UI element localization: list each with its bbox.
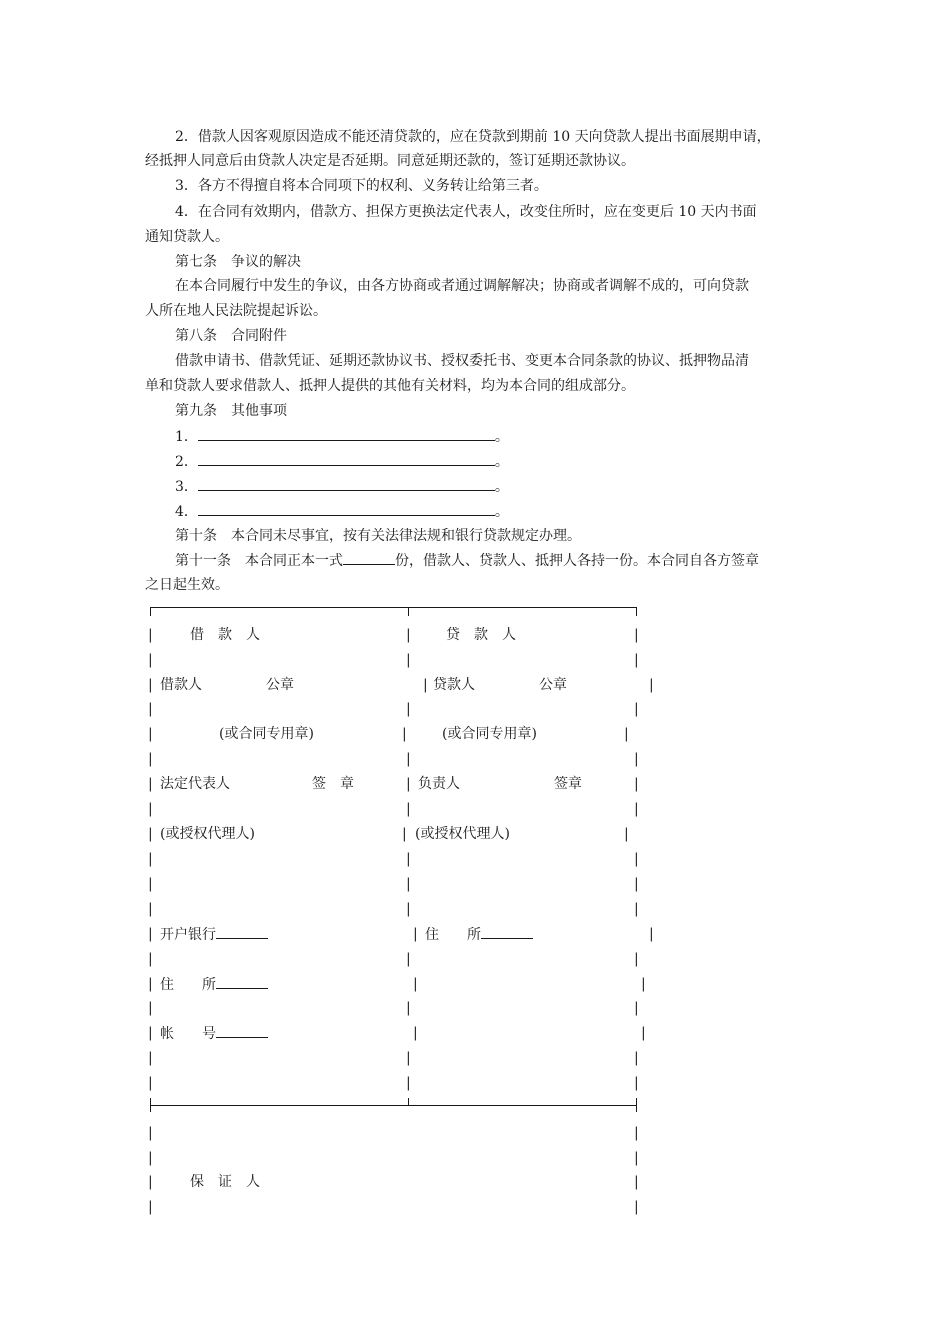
frame-bar: | [406,901,411,917]
frame-bar: | [148,926,153,942]
frame-bar: | [148,627,153,643]
other-item-3: 3． 。 [175,479,509,495]
frame-bar: | [148,1150,153,1166]
frame-bar: | [406,652,411,668]
copies-blank[interactable] [343,551,395,565]
frame-bar: | [634,801,639,817]
frame-bar: | [634,1174,639,1190]
frame-bar: | [649,677,654,693]
frame-bar: | [634,1000,639,1016]
borrower-rep-label: 法定代表人 [160,776,230,792]
frame-bar: | [413,1025,418,1041]
frame-bar: | [406,1050,411,1066]
frame-bar: | [148,677,153,693]
frame-bar: | [406,776,411,792]
para-2-line-1: 2．借款人因客观原因造成不能还清贷款的，应在贷款到期前 10 天向贷款人提出书面展期申请， [175,129,771,145]
fill-blank[interactable] [198,477,495,491]
frame-bar: | [624,726,629,742]
frame-bar: | [148,876,153,892]
frame-bar: | [423,677,428,693]
para-3: 3．各方不得擅自将本合同项下的权利、义务转让给第三者。 [175,178,548,194]
lender-seal-alt: (或合同专用章) [442,726,537,742]
lender-label: 贷款人 [433,677,475,693]
frame-bar: | [148,1000,153,1016]
frame-bar: | [634,652,639,668]
para-4-line-1: 4．在合同有效期内，借款方、担保方更换法定代表人，改变住所时，应在变更后 10 天内书面 [175,204,757,220]
frame-bar: | [413,976,418,992]
article-11-line-1: 第十一条 本合同正本一式 份，借款人、贷款人、抵押人各持一份。本合同自各方签章 [175,553,759,569]
frame-bar: | [402,726,407,742]
para-2-line-2: 经抵押人同意后由贷款人决定是否延期。同意延期还款的，签订延期还款协议。 [145,153,635,169]
borrower-rep-alt: (或授权代理人) [160,826,255,842]
frame-corner [408,607,409,616]
lender-address-field: 住 所 [425,925,533,944]
borrower-address-field: 住 所 [160,975,268,994]
frame-bar: | [406,801,411,817]
frame-corner [636,607,637,616]
borrower-bank-field: 开户银行 [160,925,268,944]
borrower-account-field: 帐 号 [160,1024,268,1043]
frame-bar: | [148,901,153,917]
article-8-line-1: 借款申请书、借款凭证、延期还款协议书、授权委托书、变更本合同条款的协议、抵押物品清 [175,353,749,369]
frame-bar: | [148,652,153,668]
frame-bar: | [402,826,407,842]
lender-rep-alt: (或授权代理人) [415,826,510,842]
frame-bar: | [148,1025,153,1041]
article-7-line-1: 在本合同履行中发生的争议，由各方协商或者通过调解解决；协商或者调解不成的，可向贷款 [175,278,749,294]
frame-bar: | [148,851,153,867]
frame-bar: | [634,1075,639,1091]
frame-bar: | [634,951,639,967]
frame-bar: | [148,951,153,967]
para-4-line-2: 通知贷款人。 [145,229,229,245]
frame-bar: | [634,627,639,643]
frame-bar: | [148,1075,153,1091]
other-item-4: 4． 。 [175,504,509,520]
fill-blank[interactable] [198,452,495,466]
frame-bar: | [641,976,646,992]
frame-bar: | [624,826,629,842]
lender-rep-label: 负责人 [418,776,460,792]
article-8-heading: 第八条 合同附件 [175,328,287,344]
frame-bar: | [634,1199,639,1215]
frame-bar: | [148,776,153,792]
article-7-line-2: 人所在地人民法院提起诉讼。 [145,303,327,319]
fill-blank[interactable] [198,427,495,441]
frame-middle-border [150,1105,637,1106]
lender-heading: 贷 款 人 [446,627,516,643]
frame-bar: | [406,1000,411,1016]
frame-bar: | [406,1075,411,1091]
borrower-label: 借款人 [160,677,202,693]
other-item-1: 1． 。 [175,429,509,445]
article-9-heading: 第九条 其他事项 [175,403,287,419]
borrower-sign-label: 签 章 [312,776,354,792]
frame-bar: | [634,876,639,892]
frame-bar: | [406,851,411,867]
frame-bar: | [634,901,639,917]
frame-bar: | [634,701,639,717]
frame-corner [150,607,151,616]
frame-corner [408,1098,409,1106]
frame-bar: | [406,627,411,643]
lender-seal-label: 公章 [539,677,567,693]
frame-bar: | [406,701,411,717]
fill-blank[interactable] [198,502,495,516]
frame-bar: | [634,1125,639,1141]
other-item-2: 2． 。 [175,454,509,470]
frame-bar: | [413,926,418,942]
guarantor-heading: 保 证 人 [190,1174,260,1190]
frame-bar: | [148,726,153,742]
borrower-seal-label: 公章 [266,677,294,693]
bank-blank[interactable] [216,925,268,939]
frame-corner [636,1098,637,1112]
frame-bar: | [148,801,153,817]
frame-bar: | [148,976,153,992]
frame-top-border [150,607,637,608]
frame-bar: | [148,1125,153,1141]
frame-bar: | [649,926,654,942]
frame-bar: | [148,826,153,842]
address-blank[interactable] [216,975,268,989]
article-8-line-2: 单和贷款人要求借款人、抵押人提供的其他有关材料，均为本合同的组成部分。 [145,378,635,394]
article-10: 第十条 本合同未尽事宜，按有关法律法规和银行贷款规定办理。 [175,528,581,544]
account-blank[interactable] [216,1024,268,1038]
frame-bar: | [634,1150,639,1166]
lender-sign-label: 签章 [554,776,582,792]
frame-bar: | [148,751,153,767]
frame-bar: | [634,751,639,767]
frame-bar: | [148,1174,153,1190]
frame-bar: | [634,1050,639,1066]
borrower-heading: 借 款 人 [190,627,260,643]
frame-bar: | [148,1199,153,1215]
frame-bar: | [406,951,411,967]
borrower-seal-alt: (或合同专用章) [219,726,314,742]
article-7-heading: 第七条 争议的解决 [175,254,301,270]
frame-corner [150,1098,151,1112]
address-blank[interactable] [481,925,533,939]
frame-bar: | [641,1025,646,1041]
frame-bar: | [148,1050,153,1066]
frame-bar: | [634,776,639,792]
frame-bar: | [406,751,411,767]
frame-bar: | [148,701,153,717]
article-11-line-2: 之日起生效。 [145,577,229,593]
frame-bar: | [406,876,411,892]
frame-bar: | [634,851,639,867]
